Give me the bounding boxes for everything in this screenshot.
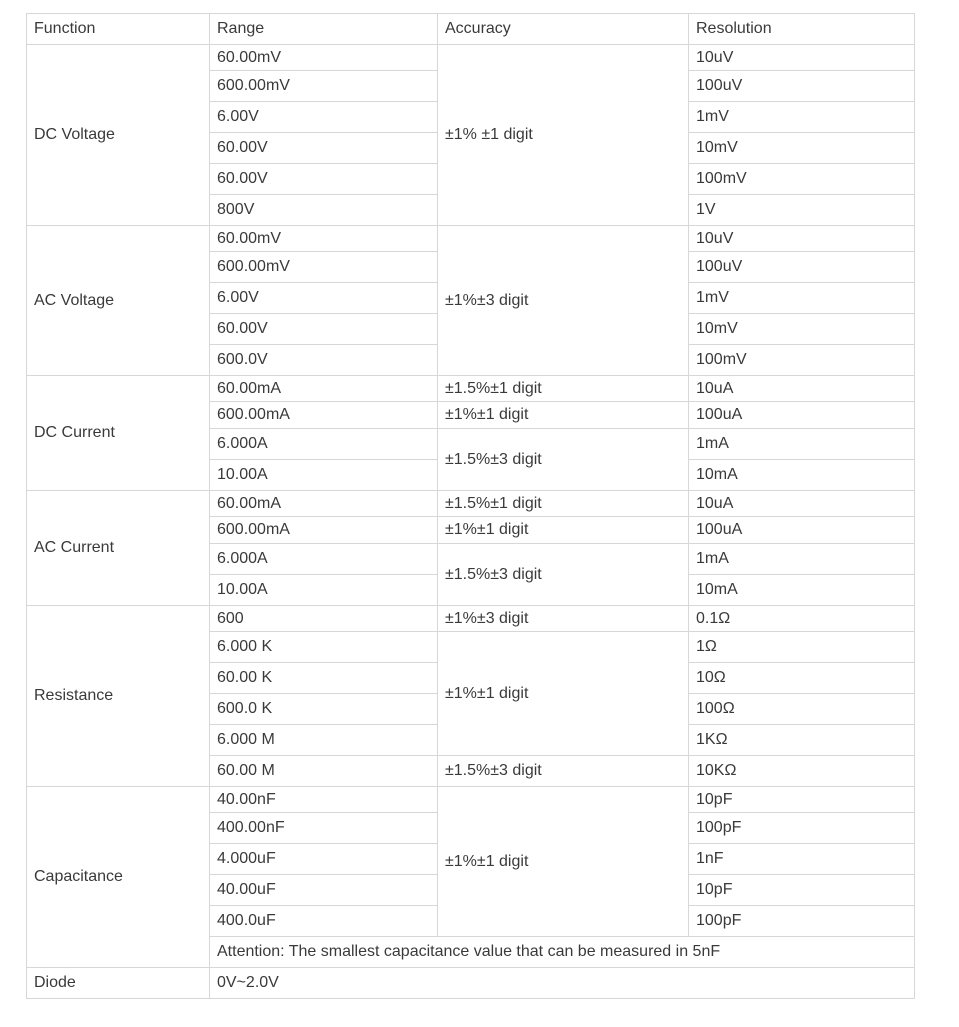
table-row (27, 226, 915, 252)
resolution-cell: 10uV (689, 45, 915, 71)
accuracy-cell: ±1%±1 digit (438, 787, 689, 937)
resolution-cell: 1KΩ (689, 725, 915, 756)
accuracy-cell: ±1%±3 digit (438, 606, 689, 632)
table-row (27, 787, 915, 813)
resolution-cell: 1mV (689, 283, 915, 314)
resolution-cell: 1V (689, 195, 915, 226)
resolution-cell: 100uA (689, 402, 915, 429)
accuracy-cell: ±1%±1 digit (438, 402, 689, 429)
range-cell: 600.00mA (210, 517, 438, 544)
accuracy-cell: ±1%±1 digit (438, 517, 689, 544)
table-row (27, 606, 915, 632)
header-accuracy: Accuracy (438, 14, 689, 45)
resolution-cell: 10pF (689, 875, 915, 906)
accuracy-cell: ±1.5%±3 digit (438, 429, 689, 491)
function-cell: AC Current (27, 491, 210, 606)
resolution-cell: 10Ω (689, 663, 915, 694)
header-resolution: Resolution (689, 14, 915, 45)
table-row (27, 376, 915, 402)
function-cell: Diode (27, 968, 210, 999)
range-cell: 60.00mA (210, 491, 438, 517)
range-cell: 800V (210, 195, 438, 226)
range-cell: 6.000 K (210, 632, 438, 663)
range-cell: 400.00nF (210, 813, 438, 844)
resolution-cell: 1Ω (689, 632, 915, 663)
header-row (27, 14, 915, 45)
accuracy-cell: ±1%±3 digit (438, 226, 689, 376)
range-cell: 6.000A (210, 544, 438, 575)
accuracy-cell: ±1% ±1 digit (438, 45, 689, 226)
table-row (27, 968, 915, 999)
resolution-cell: 10mA (689, 460, 915, 491)
range-cell: 6.000A (210, 429, 438, 460)
resolution-cell: 1mA (689, 429, 915, 460)
resolution-cell: 100uA (689, 517, 915, 544)
resolution-cell: 0.1Ω (689, 606, 915, 632)
resolution-cell: 10mA (689, 575, 915, 606)
accuracy-cell: ±1.5%±3 digit (438, 544, 689, 606)
range-cell: 6.00V (210, 283, 438, 314)
resolution-cell: 10mV (689, 133, 915, 164)
range-cell: 40.00nF (210, 787, 438, 813)
range-cell: 600.00mA (210, 402, 438, 429)
resolution-cell: 10uA (689, 491, 915, 517)
range-cell: 4.000uF (210, 844, 438, 875)
resolution-cell: 100uV (689, 252, 915, 283)
resolution-cell: 10uV (689, 226, 915, 252)
range-cell: 600.00mV (210, 71, 438, 102)
header-function: Function (27, 14, 210, 45)
range-cell: 400.0uF (210, 906, 438, 937)
specification-table (26, 13, 915, 999)
resolution-cell: 10pF (689, 787, 915, 813)
range-cell: 40.00uF (210, 875, 438, 906)
resolution-cell: 10uA (689, 376, 915, 402)
range-cell: 600.00mV (210, 252, 438, 283)
range-cell: 6.000 M (210, 725, 438, 756)
range-cell: 600.0V (210, 345, 438, 376)
resolution-cell: 100pF (689, 813, 915, 844)
resolution-cell: 10mV (689, 314, 915, 345)
function-cell: DC Current (27, 376, 210, 491)
table-row (27, 491, 915, 517)
range-cell: 10.00A (210, 460, 438, 491)
range-cell: 60.00mV (210, 226, 438, 252)
capacitance-note: Attention: The smallest capacitance value that can be measured in 5nF (210, 937, 915, 968)
function-cell: Capacitance (27, 787, 210, 968)
range-cell: 10.00A (210, 575, 438, 606)
range-cell: 600.0 K (210, 694, 438, 725)
range-cell: 600 (210, 606, 438, 632)
range-cell: 60.00 M (210, 756, 438, 787)
resolution-cell: 100pF (689, 906, 915, 937)
accuracy-cell: ±1.5%±1 digit (438, 376, 689, 402)
range-cell: 60.00mV (210, 45, 438, 71)
range-cell: 60.00V (210, 133, 438, 164)
resolution-cell: 10KΩ (689, 756, 915, 787)
resolution-cell: 100uV (689, 71, 915, 102)
resolution-cell: 1mV (689, 102, 915, 133)
function-cell: DC Voltage (27, 45, 210, 226)
accuracy-cell: ±1%±1 digit (438, 632, 689, 756)
range-cell: 60.00mA (210, 376, 438, 402)
range-cell: 60.00V (210, 164, 438, 195)
table-row (27, 45, 915, 71)
range-cell: 6.00V (210, 102, 438, 133)
range-cell: 60.00V (210, 314, 438, 345)
accuracy-cell: ±1.5%±3 digit (438, 756, 689, 787)
header-range: Range (210, 14, 438, 45)
accuracy-cell: ±1.5%±1 digit (438, 491, 689, 517)
function-cell: AC Voltage (27, 226, 210, 376)
resolution-cell: 100mV (689, 345, 915, 376)
resolution-cell: 100mV (689, 164, 915, 195)
resolution-cell: 1mA (689, 544, 915, 575)
range-cell: 60.00 K (210, 663, 438, 694)
resolution-cell: 1nF (689, 844, 915, 875)
range-cell: 0V~2.0V (210, 968, 915, 999)
resolution-cell: 100Ω (689, 694, 915, 725)
function-cell: Resistance (27, 606, 210, 787)
